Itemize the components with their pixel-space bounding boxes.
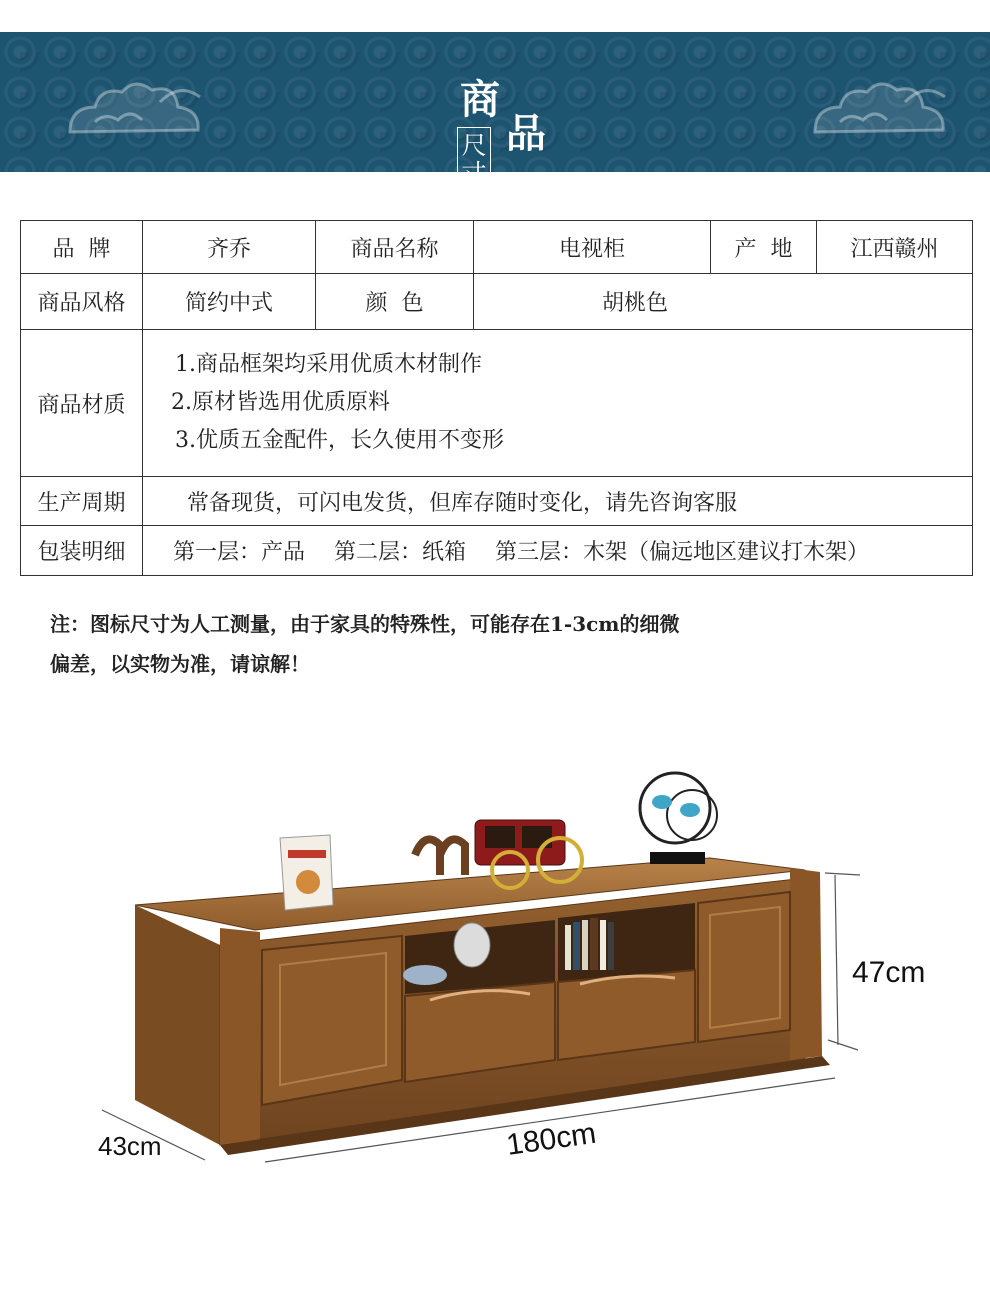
package-value-text: 第一层：产品 第二层：纸箱 第三层：木架（偏远地区建议打木架） <box>173 540 869 565</box>
cabinet-left-pillar <box>220 928 260 1145</box>
auspicious-cloud-icon <box>60 62 210 152</box>
cycle-value-text: 常备现货，可闪电发货，但库存随时变化，请先咨询客服 <box>187 490 738 516</box>
table-row <box>21 330 973 477</box>
list-item: 1.商品框架均采用优质木材制作 <box>175 352 482 377</box>
brand-value: 齐乔 <box>143 221 316 274</box>
table-row <box>21 221 973 274</box>
tv-cabinet-image <box>90 760 970 1180</box>
depth-dimension: 43cm <box>98 1131 162 1161</box>
size-label-box <box>457 127 491 193</box>
note-line-2: 偏差，以实物为准，请谅解！ <box>50 652 310 676</box>
cabinet-left-door <box>262 936 402 1105</box>
material-value <box>143 330 973 477</box>
style-label: 商品风格 <box>21 274 143 330</box>
table-row <box>21 274 973 330</box>
package-value <box>143 526 973 576</box>
length-dimension: 180cm <box>504 1116 599 1162</box>
measurement-note <box>50 604 830 684</box>
material-list <box>143 346 972 460</box>
vase <box>454 923 490 967</box>
origin-label: 产 地 <box>711 221 817 274</box>
auspicious-cloud-icon <box>805 62 955 152</box>
material-label: 商品材质 <box>21 330 143 477</box>
origin-value: 江西赣州 <box>817 221 973 274</box>
color-label: 颜 色 <box>316 274 474 330</box>
spec-table <box>20 220 973 576</box>
bowl <box>403 965 447 985</box>
cycle-value <box>143 477 973 526</box>
package-label: 包装明细 <box>21 526 143 576</box>
header-banner <box>0 32 990 188</box>
name-label: 商品名称 <box>316 221 474 274</box>
bird-sculpture-decor <box>640 773 717 864</box>
table-row <box>21 526 973 576</box>
pizza-box-decor <box>280 835 333 910</box>
title-char-right: 品 <box>506 110 546 157</box>
size-char-1: 尺 <box>461 131 487 160</box>
color-value <box>474 274 973 330</box>
title-char-top: 商 <box>460 76 500 123</box>
size-char-2: 寸 <box>461 159 487 188</box>
height-dimension: 47cm <box>852 956 926 989</box>
style-value: 简约中式 <box>143 274 316 330</box>
list-item: 2.原材皆选用优质原料 <box>171 390 390 415</box>
cycle-label: 生产周期 <box>21 477 143 526</box>
cabinet-left-side <box>135 905 220 1145</box>
name-value: 电视柜 <box>474 221 711 274</box>
color-value-text: 胡桃色 <box>602 291 669 316</box>
brand-label: 品 牌 <box>21 221 143 274</box>
note-line-1: 注：图标尺寸为人工测量，由于家具的特殊性，可能存在1-3cm的细微 <box>50 612 680 636</box>
table-row <box>21 477 973 526</box>
list-item: 3.优质五金配件，长久使用不变形 <box>175 428 504 453</box>
cabinet-right-pillar <box>790 868 822 1060</box>
banner-title <box>440 72 560 197</box>
